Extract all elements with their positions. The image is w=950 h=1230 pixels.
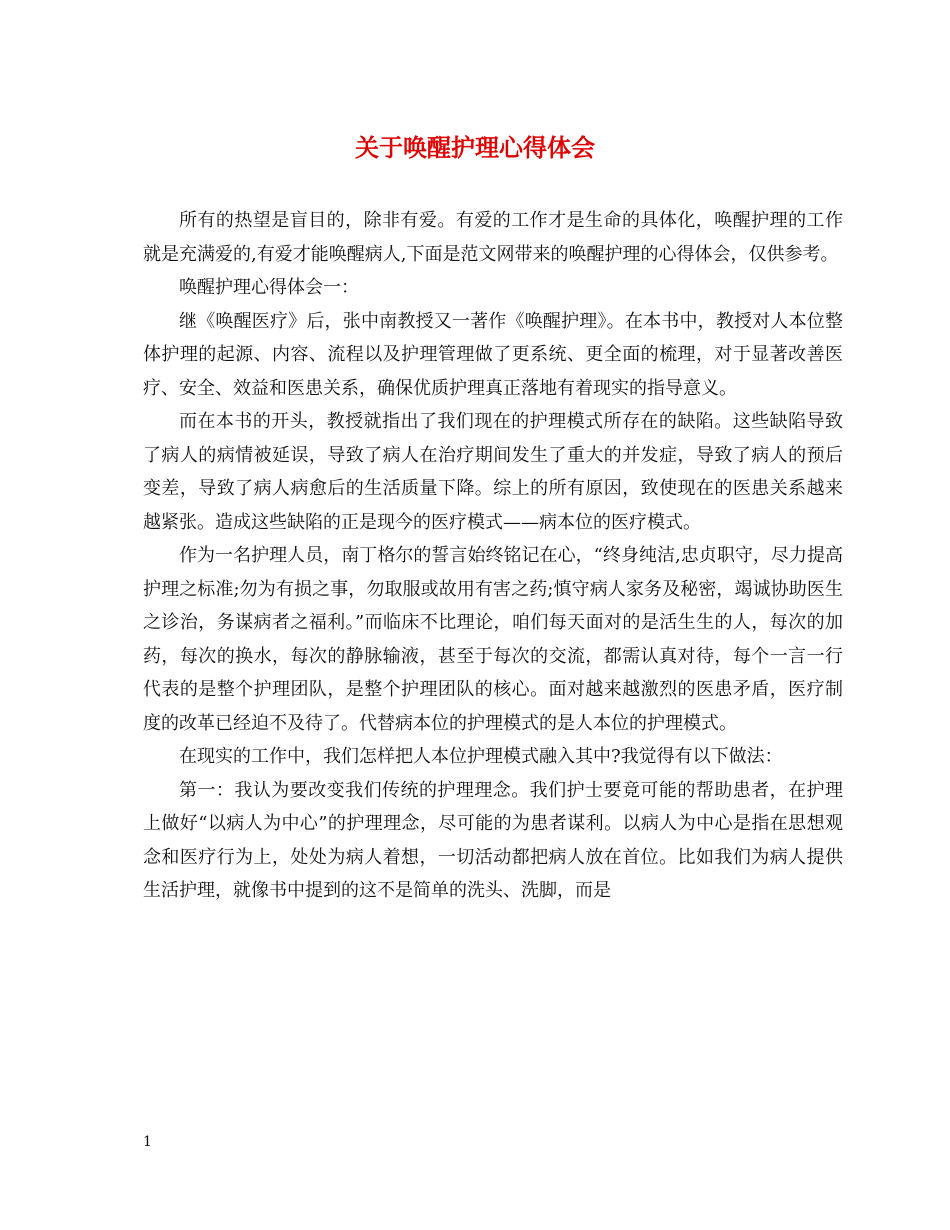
paragraph-intro: 所有的热望是盲目的，除非有爱。有爱的工作才是生命的具体化，唤醒护理的工作就是充满爱的,有爱才能唤醒病人,下面是范文网带来的唤醒护理的心得体会，仅供参考。 [143, 210, 843, 265]
paragraph-section-heading: 唤醒护理心得体会一： [179, 277, 359, 298]
paragraph-first-point: 第一：我认为要改变我们传统的护理理念。我们护士要竟可能的帮助患者，在护理上做好“以病人为中心”的护理理念，尽可能的为患者谋利。以病人为中心是指在思想观念和医疗行为上，处处为病人着想，一切活动都把病人放在首位。比如我们为病人提供生活护理，就像书中提到的这不是简单的洗头、洗脚，而是 [143, 779, 843, 901]
paragraph-book-summary: 继《唤醒医疗》后，张中南教授又一著作《唤醒护理》。在本书中，教授对人本位整体护理的起源、内容、流程以及护理管理做了更系统、更全面的梳理，对于显著改善医疗、安全、效益和医患关系，确保优质护理真正落地有着现实的指导意义。 [143, 310, 843, 399]
document-title: 关于唤醒护理心得体会 [355, 133, 595, 162]
paragraph-practice-question: 在现实的工作中，我们怎样把人本位护理模式融入其中?我觉得有以下做法： [179, 746, 783, 767]
paragraph-nightingale-pledge: 作为一名护理人员，南丁格尔的誓言始终铭记在心，“终身纯洁,忠贞职守，尽力提高护理之标准;勿为有损之事，勿取服或故用有害之药;慎守病人家务及秘密，竭诚协助医生之诊治，务谋病者之福利。”而临床不比理论，咱们每天面对的是活生生的人，每次的加药，每次的换水，每次的静脉输液，甚至于每次的交流，都需认真对待，每个一言一行代表的是整个护理团队，是整个护理团队的核心。面对越来越激烈的医患矛盾，医疗制度的改革已经迫不及待了。代替病本位的护理模式的是人本位的护理模式。 [143, 545, 843, 734]
document-body [143, 204, 843, 908]
page-number: 1 [143, 1134, 152, 1150]
paragraph-defects: 而在本书的开头，教授就指出了我们现在的护理模式所存在的缺陷。这些缺陷导致了病人的病情被延误，导致了病人在治疗期间发生了重大的并发症，导致了病人的预后变差，导致了病人病愈后的生活质量下降。综上的所有原因，致使现在的医患关系越来越紧张。造成这些缺陷的正是现今的医疗模式——病本位的医疗模式。 [143, 411, 843, 533]
